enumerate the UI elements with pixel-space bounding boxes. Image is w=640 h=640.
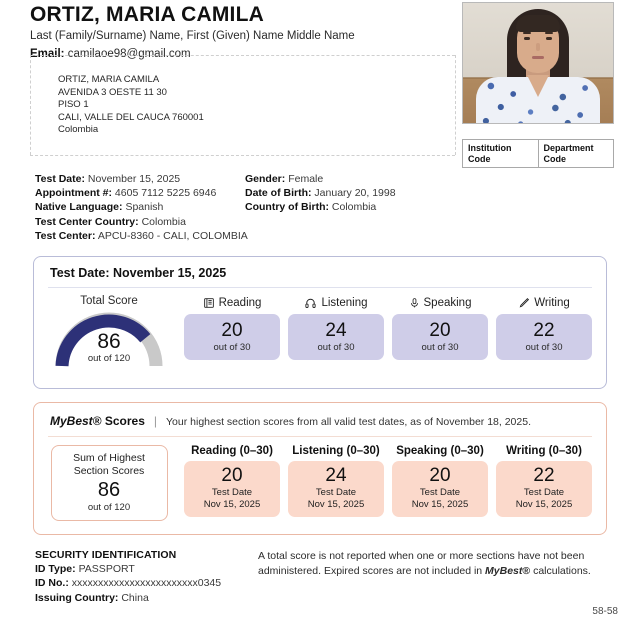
mybest-header (34, 403, 606, 436)
detail-row (35, 229, 248, 243)
mybest-writing (496, 445, 592, 517)
photo-eye-right (546, 37, 552, 40)
mybest-title (50, 414, 145, 428)
detail-row (245, 186, 396, 200)
total-score-block (34, 295, 184, 370)
mybest-section-card (496, 461, 592, 517)
section-score-listening (288, 295, 384, 360)
mybest-section-score: 24 (325, 465, 347, 486)
mybest-test-date-label: Test Date (419, 487, 461, 498)
sum-of-highest-value: 86 (97, 479, 121, 501)
mybest-section-name: Listening (0–30) (292, 445, 380, 457)
mybest-test-date: Nov 15, 2025 (515, 499, 573, 510)
photo-fringe (516, 15, 560, 32)
detail-label: Gender: (245, 173, 286, 185)
mybest-test-date: Nov 15, 2025 (203, 499, 261, 510)
mybest-section-list (184, 445, 606, 517)
section-score-speaking (392, 295, 488, 360)
section-name: Reading (218, 296, 262, 309)
test-date-scores-panel (33, 256, 607, 389)
test-details-right (245, 172, 396, 215)
detail-row (245, 200, 396, 214)
section-score-value: 20 (221, 320, 243, 341)
section-score-out-of: out of 30 (213, 342, 251, 353)
mybest-section-card (184, 461, 280, 517)
section-score-writing (496, 295, 592, 360)
detail-value: Colombia (141, 215, 186, 228)
section-scores-list (184, 295, 606, 360)
detail-value: Female (288, 173, 324, 185)
name-legend: Last (Family/Surname) Name, First (Given) Name Middle Name (30, 30, 355, 42)
address-line: AVENIDA 3 OESTE 11 30 (58, 86, 167, 98)
section-score-out-of: out of 30 (317, 342, 355, 353)
mybest-speaking (392, 445, 488, 517)
security-label: ID Type: (35, 563, 76, 576)
security-value: China (121, 591, 149, 604)
detail-row (35, 186, 248, 200)
department-code-cell[interactable] (538, 140, 614, 167)
mybest-section-name: Writing (0–30) (506, 445, 582, 457)
detail-value: 4605 7112 5225 6946 (114, 187, 217, 200)
section-score-card (288, 314, 384, 360)
disclaimer-text (258, 549, 610, 578)
detail-row (35, 215, 248, 229)
mybest-section-score: 20 (429, 465, 451, 486)
page-number: 58-58 (592, 606, 618, 617)
candidate-photo (462, 2, 614, 124)
detail-value: APCU-8360 - CALI, COLOMBIA (97, 229, 248, 242)
header-divider (30, 55, 455, 56)
photo-eye-left (524, 37, 530, 40)
mybest-test-date-label: Test Date (315, 487, 357, 498)
address-line: Colombia (58, 124, 99, 136)
mybest-test-date: Nov 15, 2025 (307, 499, 365, 510)
mybest-scores-panel (33, 402, 607, 535)
code-boxes (462, 139, 614, 168)
section-score-value: 20 (429, 320, 451, 341)
detail-value: November 15, 2025 (87, 173, 181, 185)
photo-nose (536, 43, 540, 51)
mybest-title-rest: Scores (101, 414, 145, 428)
section-header (496, 295, 592, 310)
mybest-section-score: 20 (221, 465, 243, 486)
detail-row (35, 172, 248, 186)
test-date-panel-title: Test Date: November 15, 2025 (50, 266, 227, 280)
candidate-header (30, 0, 455, 62)
security-row (35, 562, 221, 576)
address-box-right-edge (455, 55, 456, 155)
address-line: ORTIZ, MARIA CAMILA (58, 74, 160, 85)
section-score-reading (184, 295, 280, 360)
security-row (35, 576, 221, 590)
security-identification (35, 548, 221, 605)
section-score-value: 24 (325, 320, 347, 341)
section-score-out-of: out of 30 (525, 342, 563, 353)
section-score-card (496, 314, 592, 360)
department-code-label: Department Code (543, 143, 594, 164)
section-name: Listening (321, 296, 368, 309)
institution-code-label: Institution Code (468, 143, 512, 164)
detail-label: Country of Birth: (245, 201, 329, 214)
mybest-section-name: Speaking (0–30) (396, 445, 484, 457)
mybest-registered-mark: ® (92, 414, 102, 428)
security-label: Issuing Country: (35, 591, 119, 604)
detail-value: Colombia (331, 201, 377, 214)
security-heading: SECURITY IDENTIFICATION (35, 549, 177, 561)
total-score-value: 86 (97, 330, 121, 353)
institution-code-cell[interactable] (463, 140, 538, 167)
detail-label: Test Center Country: (35, 215, 139, 228)
mybest-test-date-label: Test Date (523, 487, 565, 498)
detail-row (35, 200, 248, 214)
security-value: xxxxxxxxxxxxxxxxxxxxxxxx0345 (71, 577, 222, 590)
total-score-out-of: out of 120 (87, 353, 131, 364)
mailing-address (58, 74, 204, 137)
detail-label: Date of Birth: (245, 187, 312, 200)
section-score-card (184, 314, 280, 360)
section-name: Speaking (423, 296, 472, 309)
section-score-card (392, 314, 488, 360)
detail-label: Test Date: (35, 173, 85, 185)
detail-label: Test Center: (35, 229, 96, 242)
photo-eyebrow-left (523, 32, 531, 34)
sum-of-highest-out-of: out of 120 (87, 502, 131, 513)
microphone-icon (409, 297, 420, 309)
total-score-label: Total Score (80, 295, 138, 307)
sum-of-highest-block (34, 445, 184, 521)
detail-value: Spanish (125, 201, 164, 214)
mybest-section-score: 22 (533, 465, 555, 486)
book-icon (203, 297, 215, 309)
detail-label: Native Language: (35, 201, 123, 214)
disclaimer-registered-mark: ® (522, 564, 531, 577)
section-header (288, 295, 384, 310)
section-score-value: 22 (533, 320, 555, 341)
address-line: PISO 1 (58, 99, 89, 111)
mybest-brand: MyBest (50, 414, 93, 428)
mybest-test-date: Nov 15, 2025 (411, 499, 469, 510)
headphones-icon (304, 297, 317, 309)
mybest-divider: | (153, 414, 158, 428)
disclaimer-brand: MyBest (485, 564, 523, 577)
pencil-icon (518, 297, 530, 309)
mybest-section-card (392, 461, 488, 517)
section-header (184, 295, 280, 310)
detail-row (245, 172, 396, 186)
photo-mouth (532, 56, 544, 59)
section-header (392, 295, 488, 310)
mybest-listening (288, 445, 384, 517)
photo-inner (463, 3, 613, 123)
email-value: camilaoe98@gmail.com (67, 48, 191, 60)
detail-label: Appointment #: (35, 187, 112, 200)
scores-row (34, 288, 606, 370)
mybest-section-card (288, 461, 384, 517)
sum-of-highest-label: Sum of Highest Section Scores (73, 452, 145, 477)
disclaimer-part1: A total score is not reported when one or more sections have not been administered. Expired scores are not included in (258, 550, 585, 577)
mybest-section-name: Reading (0–30) (191, 445, 273, 457)
test-details-left (35, 172, 248, 243)
mybest-description: Your highest section scores from all valid test dates, as of November 18, 2025. (166, 416, 531, 428)
photo-eyebrow-right (545, 32, 553, 34)
address-box-left-edge (30, 55, 31, 155)
security-row (35, 591, 221, 605)
security-value: PASSPORT (78, 563, 135, 576)
email-label: Email: (30, 48, 65, 60)
section-name: Writing (534, 296, 570, 309)
address-box-bottom-edge (30, 155, 455, 156)
security-label: ID No.: (35, 577, 69, 590)
page-title: ORTIZ, MARIA CAMILA (30, 3, 264, 26)
mybest-reading (184, 445, 280, 517)
mybest-test-date-label: Test Date (211, 487, 253, 498)
sum-of-highest-card (51, 445, 168, 521)
total-score-gauge (49, 308, 169, 370)
address-line: CALI, VALLE DEL CAUCA 760001 (58, 111, 204, 123)
mybest-row (34, 437, 606, 521)
section-score-out-of: out of 30 (421, 342, 459, 353)
detail-value: January 20, 1998 (314, 187, 396, 200)
disclaimer-part2: calculations. (530, 564, 591, 577)
